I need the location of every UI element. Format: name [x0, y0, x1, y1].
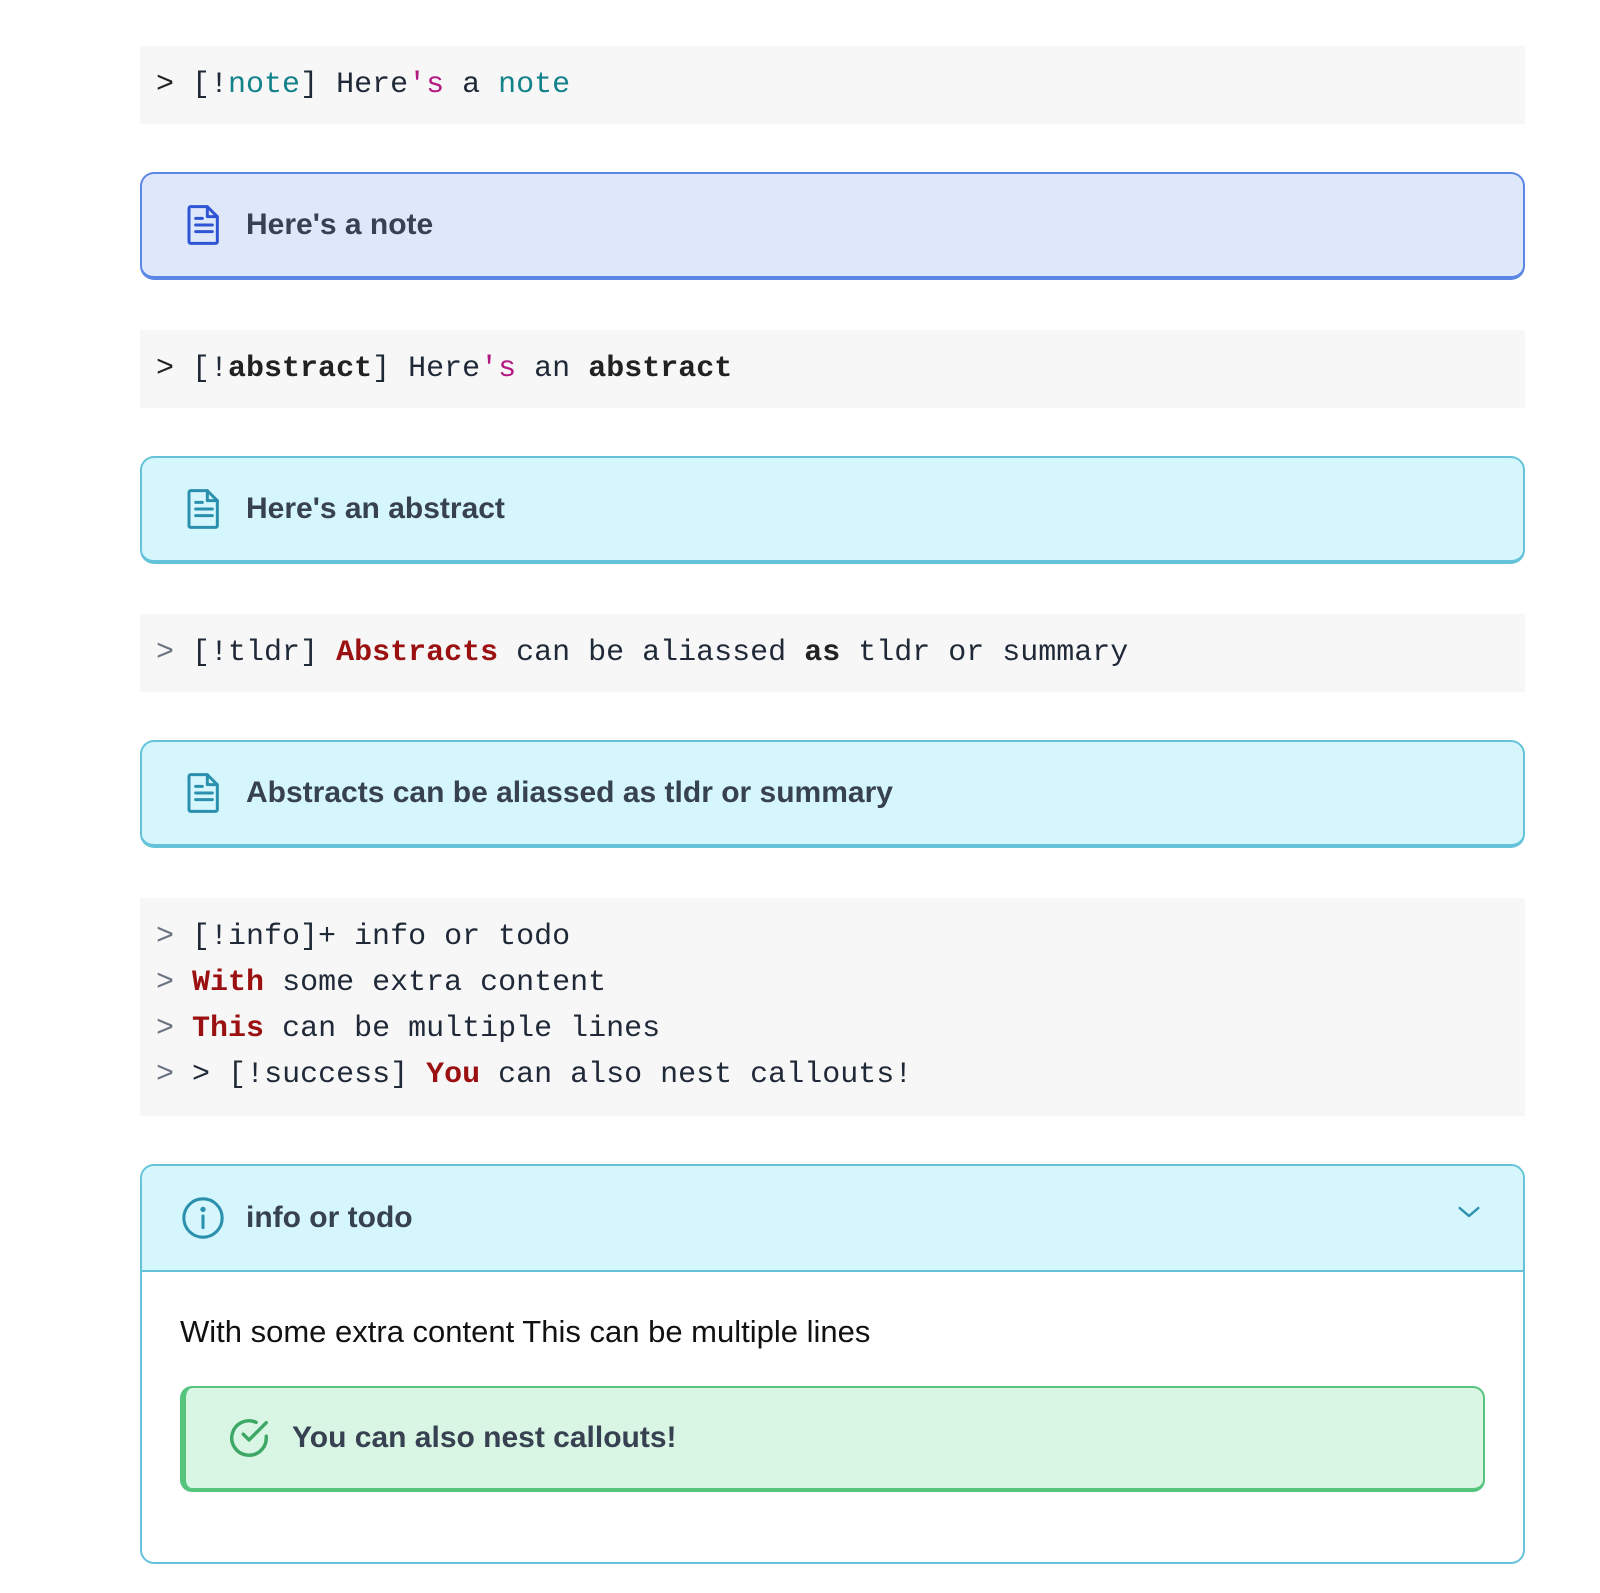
callout-title: Here's an abstract — [246, 492, 505, 525]
tldr-callout[interactable] — [140, 740, 1525, 848]
quote-marker: > — [156, 636, 175, 670]
info-callout-body — [142, 1272, 1523, 1562]
check-circle-icon — [226, 1415, 272, 1461]
abstract-callout[interactable] — [140, 456, 1525, 564]
callout-keyword: abstract — [228, 352, 373, 386]
code-block-abstract: > [!abstract] Here's an abstract — [140, 330, 1525, 408]
info-callout — [140, 1164, 1525, 1564]
note-callout[interactable] — [140, 172, 1525, 280]
quote-marker: > — [156, 920, 175, 954]
quote-marker: > — [156, 68, 175, 102]
success-callout[interactable] — [180, 1386, 1485, 1492]
callout-keyword: note — [228, 68, 301, 102]
quote-marker: > — [156, 352, 175, 386]
code-block-note: > [!note] Here's a note — [140, 46, 1525, 124]
document-icon — [182, 487, 226, 531]
callout-title: You can also nest callouts! — [292, 1421, 677, 1454]
info-icon — [180, 1195, 226, 1241]
page-content — [140, 46, 1525, 1564]
chevron-down-icon[interactable] — [1453, 1196, 1485, 1228]
callout-title: Here's a note — [246, 208, 434, 241]
code-block-info: > [!info]+ info or todo > With some extra content > This can be multiple lines > > [!success] You can also nest callouts! — [140, 898, 1525, 1116]
callout-title: info or todo — [246, 1201, 413, 1234]
callout-body-text: With some extra content This can be multiple lines — [180, 1314, 871, 1349]
document-icon — [182, 203, 226, 247]
code-block-tldr: > [!tldr] Abstracts can be aliassed as tldr or summary — [140, 614, 1525, 692]
callout-title: Abstracts can be aliassed as tldr or summary — [246, 776, 893, 809]
info-callout-header[interactable] — [142, 1166, 1523, 1272]
document-icon — [182, 771, 226, 815]
